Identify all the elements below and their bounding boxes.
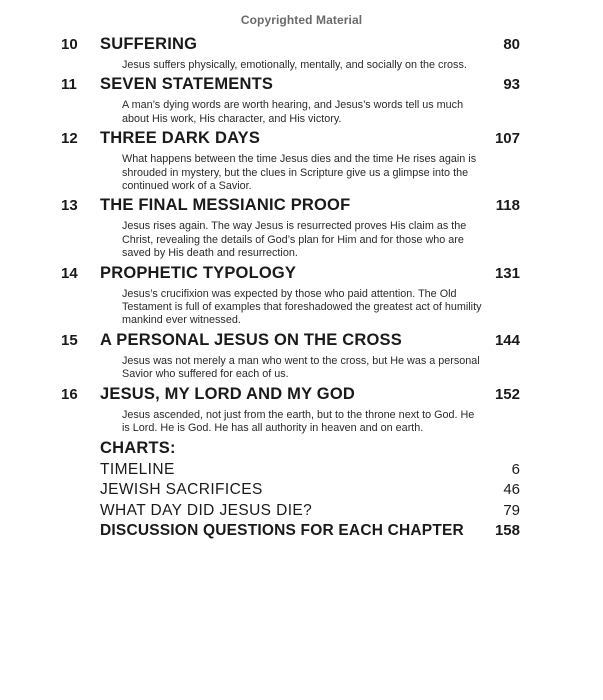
discussion-questions-page-number: 158	[494, 522, 520, 539]
chapter-title[interactable]: SUFFERING	[100, 35, 198, 53]
chart-page-number: 46	[503, 481, 520, 498]
copyright-watermark: Copyrighted Material	[240, 13, 363, 27]
chapter-title[interactable]: SEVEN STATEMENTS	[100, 75, 274, 94]
chapter-description: Jesus’s crucifixion was expected by those who paid attention. The Old Testament is full of examples that foreshadowed the greatest act of humility mankind ever witnessed.	[122, 287, 482, 327]
toc-entry-chart-what-day[interactable]	[0, 502, 603, 523]
chapter-number: 14	[61, 264, 78, 282]
chapter-page-number: 80	[503, 36, 520, 53]
chapter-number: 10	[61, 36, 78, 53]
chapter-title[interactable]: JESUS, MY LORD AND MY GOD	[100, 384, 355, 403]
chapter-description: Jesus was not merely a man who went to the cross, but He was a personal Savior who suffered for each of us.	[122, 354, 480, 381]
chapter-number: 16	[61, 385, 78, 403]
toc-entry-chart-timeline[interactable]	[0, 461, 603, 482]
table-of-contents	[0, 34, 603, 543]
chapter-description: A man’s dying words are worth hearing, and Jesus’s words tell us much about His work, His character, and His victory.	[122, 99, 464, 125]
chapter-number: 11	[61, 76, 77, 94]
toc-entry-discussion-questions[interactable]	[0, 522, 603, 543]
chapter-description: Jesus suffers physically, emotionally, mentally, and socially on the cross.	[122, 59, 467, 71]
toc-entry-chart-jewish-sacrifices[interactable]	[0, 481, 603, 502]
chapter-page-number: 131	[494, 264, 520, 282]
chapter-page-number: 144	[494, 331, 520, 349]
toc-entry-chapter-10[interactable]	[0, 34, 603, 74]
chapter-title[interactable]: THREE DARK DAYS	[100, 129, 261, 148]
chapter-page-number: 152	[494, 385, 520, 403]
chapter-description: What happens between the time Jesus dies and the time He rises again is shrouded in mystery, but the clues in Scripture give us a glimpse into the continued work of a Savior.	[122, 153, 477, 193]
toc-entry-chapter-12[interactable]	[0, 128, 603, 195]
toc-entry-chapter-16[interactable]	[0, 384, 603, 438]
chapter-page-number: 107	[494, 130, 520, 148]
chapter-title[interactable]: A PERSONAL JESUS ON THE CROSS	[100, 330, 402, 349]
toc-entry-chapter-13[interactable]	[0, 195, 603, 262]
chapter-page-number: 118	[495, 197, 520, 215]
chart-title[interactable]: JEWISH SACRIFICES	[100, 481, 263, 498]
chapter-number: 15	[61, 331, 78, 349]
chapter-number: 12	[61, 130, 78, 148]
discussion-questions-title[interactable]: DISCUSSION QUESTIONS FOR EACH CHAPTER	[100, 522, 464, 539]
chart-title[interactable]: TIMELINE	[100, 460, 175, 478]
toc-entry-chapter-11[interactable]	[0, 74, 603, 128]
chart-page-number: 6	[511, 460, 520, 478]
chapter-title[interactable]: THE FINAL MESSIANIC PROOF	[100, 196, 351, 215]
chart-title[interactable]: WHAT DAY DID JESUS DIE?	[100, 501, 313, 519]
charts-heading	[0, 439, 603, 461]
chapter-description: Jesus ascended, not just from the earth, but to the throne next to God. He is Lord. He is God. He has all authority in heaven and on earth.	[122, 408, 475, 435]
chapter-title[interactable]: PROPHETIC TYPOLOGY	[100, 263, 297, 282]
chart-page-number: 79	[503, 501, 520, 519]
chapter-description: Jesus rises again. The way Jesus is resurrected proves His claim as the Christ, revealing the details of God’s plan for Him and for those who are saved by His death and resurrection.	[122, 220, 467, 260]
chapter-page-number: 93	[503, 76, 520, 94]
toc-entry-chapter-15[interactable]	[0, 330, 603, 384]
toc-entry-chapter-14[interactable]	[0, 263, 603, 330]
charts-heading-label: CHARTS:	[100, 438, 176, 457]
chapter-number: 13	[61, 197, 78, 215]
